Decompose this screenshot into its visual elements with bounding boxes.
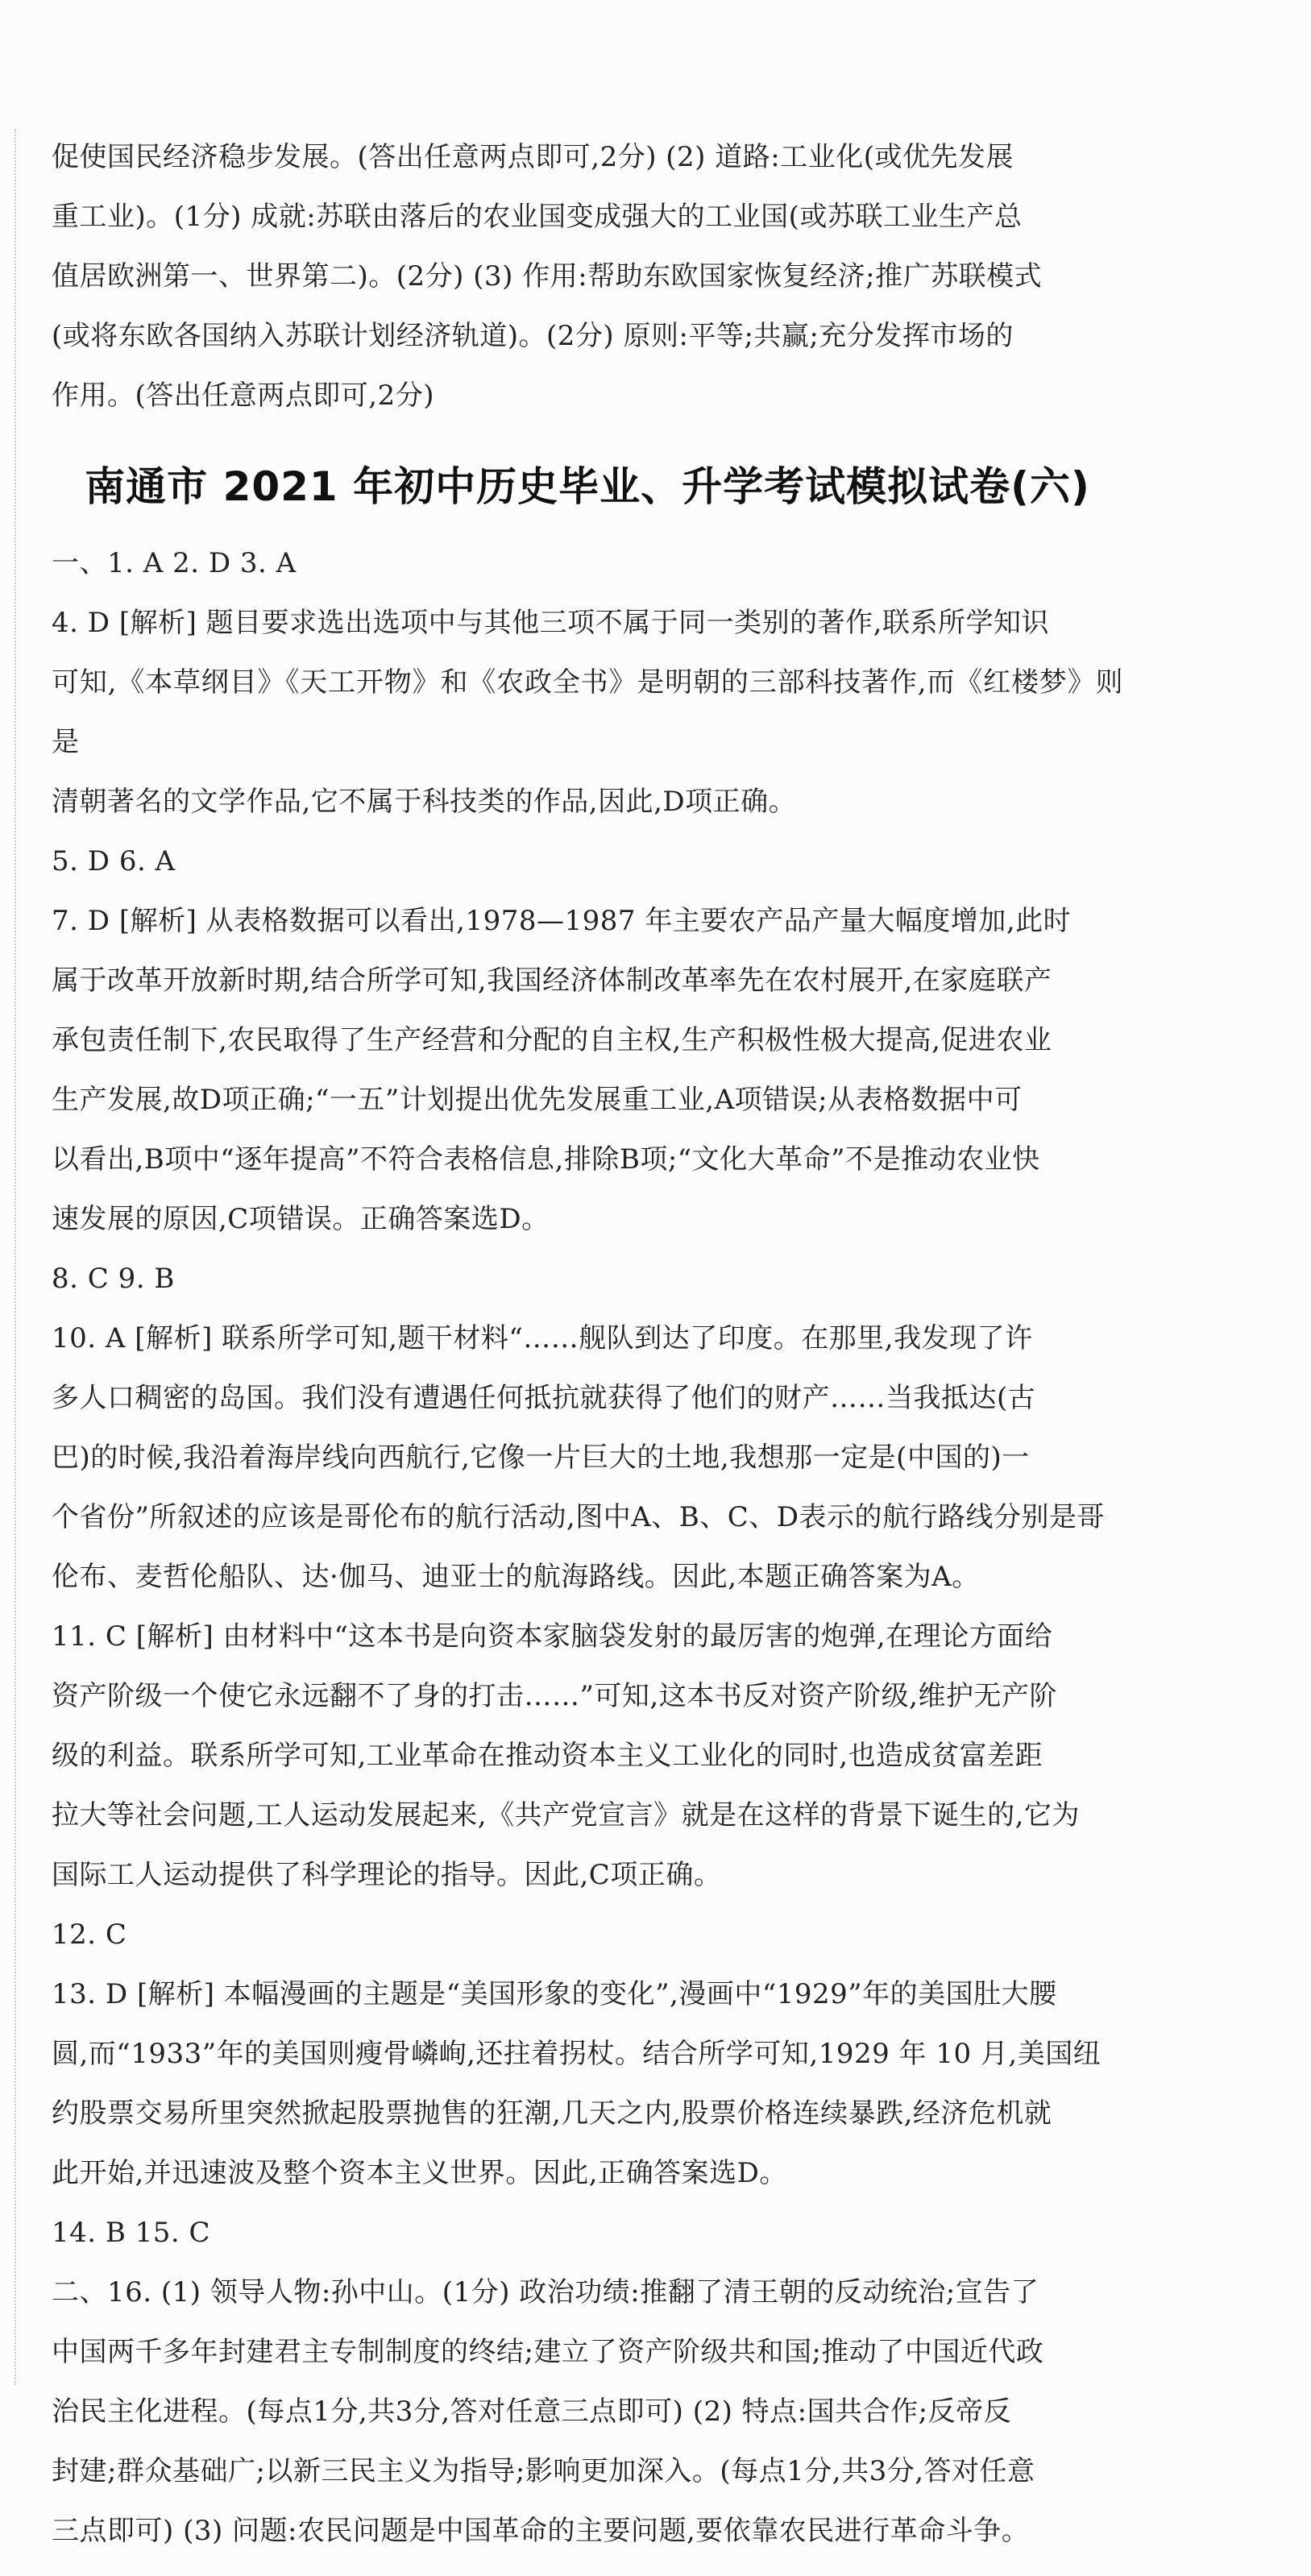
text-line: 4. D [解析] 题目要求选出选项中与其他三项不属于同一类别的著作,联系所学知识 <box>52 607 1049 639</box>
text-line: 圆,而“1933”年的美国则瘦骨嶙峋,还拄着拐杖。结合所学可知,1929 年 10 月,美国纽 <box>52 2038 1101 2070</box>
answer-row-14-15: 14. B 15. C <box>52 2217 211 2249</box>
text-line: 封建;群众基础广;以新三民主义为指导;影响更加深入。(每点1分,共3分,答对任意 <box>52 2455 1035 2487</box>
page-content <box>52 127 1123 2561</box>
text-line: 约股票交易所里突然掀起股票抛售的狂潮,几天之内,股票价格连续暴跌,经济危机就 <box>52 2097 1052 2130</box>
text-line: 承包责任制下,农民取得了生产经营和分配的自主权,生产积极性极大提高,促进农业 <box>52 1024 1052 1056</box>
text-line: 治民主化进程。(每点1分,共3分,答对任意三点即可) (2) 特点:国共合作;反帝反 <box>52 2396 1012 2428</box>
text-line: 个省份”所叙述的应该是哥伦布的航行活动,图中A、B、C、D表示的航行路线分别是哥 <box>52 1501 1106 1533</box>
text-line: 巴)的时候,我沿着海岸线向西航行,它像一片巨大的土地,我想那一定是(中国的)一 <box>52 1441 1030 1474</box>
answer-row-8-9: 8. C 9. B <box>52 1263 175 1295</box>
text-line: 以看出,B项中“逐年提高”不符合表格信息,排除B项;“文化大革命”不是推动农业快 <box>52 1143 1040 1176</box>
answer-q11 <box>52 1607 1123 1905</box>
text-line: 作用。(答出任意两点即可,2分) <box>52 380 434 412</box>
text-line: 属于改革开放新时期,结合所学可知,我国经济体制改革率先在农村展开,在家庭联产 <box>52 964 1052 997</box>
answer-q4 <box>52 593 1123 832</box>
answer-section <box>52 533 1123 2561</box>
text-line: 13. D [解析] 本幅漫画的主题是“美国形象的变化”,漫画中“1929”年的美国肚大腰 <box>52 1978 1057 2010</box>
text-line: 伦布、麦哲伦船队、达·伽马、迪亚士的航海路线。因此,本题正确答案为A。 <box>52 1561 980 1593</box>
answer-row-1-3: 一、1. A 2. D 3. A <box>52 547 297 579</box>
text-line: 值居欧洲第一、世界第二)。(2分) (3) 作用:帮助东欧国家恢复经济;推广苏联模式 <box>52 260 1043 292</box>
text-line: 促使国民经济稳步发展。(答出任意两点即可,2分) (2) 道路:工业化(或优先发展 <box>52 141 1014 173</box>
text-line: 重工业)。(1分) 成就:苏联由落后的农业国变成强大的工业国(或苏联工业生产总 <box>52 201 1023 233</box>
binding-margin-line <box>15 129 16 2385</box>
text-line: 7. D [解析] 从表格数据可以看出,1978—1987 年主要农产品产量大幅度增加,此时 <box>52 905 1072 937</box>
answer-row-5-6: 5. D 6. A <box>52 845 176 877</box>
text-line: 清朝著名的文学作品,它不属于科技类的作品,因此,D项正确。 <box>52 786 797 818</box>
text-line: 级的利益。联系所学可知,工业革命在推动资本主义工业化的同时,也造成贫富差距 <box>52 1740 1043 1772</box>
text-line: 中国两千多年封建君主专制制度的终结;建立了资产阶级共和国;推动了中国近代政 <box>52 2336 1044 2368</box>
text-line: 10. A [解析] 联系所学可知,题干材料“……舰队到达了印度。在那里,我发现了许 <box>52 1322 1033 1354</box>
text-line: 拉大等社会问题,工人运动发展起来,《共产党宣言》就是在这样的背景下诞生的,它为 <box>52 1799 1080 1831</box>
text-line: 三点即可) (3) 问题:农民问题是中国革命的主要问题,要依靠农民进行革命斗争。 <box>52 2515 1030 2547</box>
text-line: 生产发展,故D项正确;“一五”计划提出优先发展重工业,A项错误;从表格数据中可 <box>52 1084 1023 1116</box>
text-line: 国际工人运动提供了科学理论的指导。因此,C项正确。 <box>52 1859 722 1891</box>
text-line: 速发展的原因,C项错误。正确答案选D。 <box>52 1203 550 1235</box>
text-line: 二、16. (1) 领导人物:孙中山。(1分) 政治功绩:推翻了清王朝的反动统治;宣告了 <box>52 2276 1039 2308</box>
text-line: 资产阶级一个使它永远翻不了身的打击……”可知,这本书反对资产阶级,维护无产阶 <box>52 1680 1057 1712</box>
text-line: (或将东欧各国纳入苏联计划经济轨道)。(2分) 原则:平等;共赢;充分发挥市场的 <box>52 320 1014 352</box>
text-line: 此开始,并迅速波及整个资本主义世界。因此,正确答案选D。 <box>52 2157 787 2189</box>
text-line: 多人口稠密的岛国。我们没有遭遇任何抵抗就获得了他们的财产……当我抵达(古 <box>52 1382 1036 1414</box>
answer-q16 <box>52 2263 1123 2561</box>
answer-row-12: 12. C <box>52 1919 127 1951</box>
exam-title: 南通市 2021 年初中历史毕业、升学考试模拟试卷(六) <box>85 463 1090 510</box>
text-line: 可知,《本草纲目》《天工开物》和《农政全书》是明朝的三部科技著作,而《红楼梦》则是 <box>52 666 1123 758</box>
answer-q13 <box>52 1964 1123 2203</box>
text-line: 11. C [解析] 由材料中“这本书是向资本家脑袋发射的最厉害的炮弹,在理论方面给 <box>52 1620 1053 1653</box>
previous-answer-continuation <box>52 127 1123 425</box>
answer-q10 <box>52 1309 1123 1607</box>
answer-q7 <box>52 891 1123 1249</box>
